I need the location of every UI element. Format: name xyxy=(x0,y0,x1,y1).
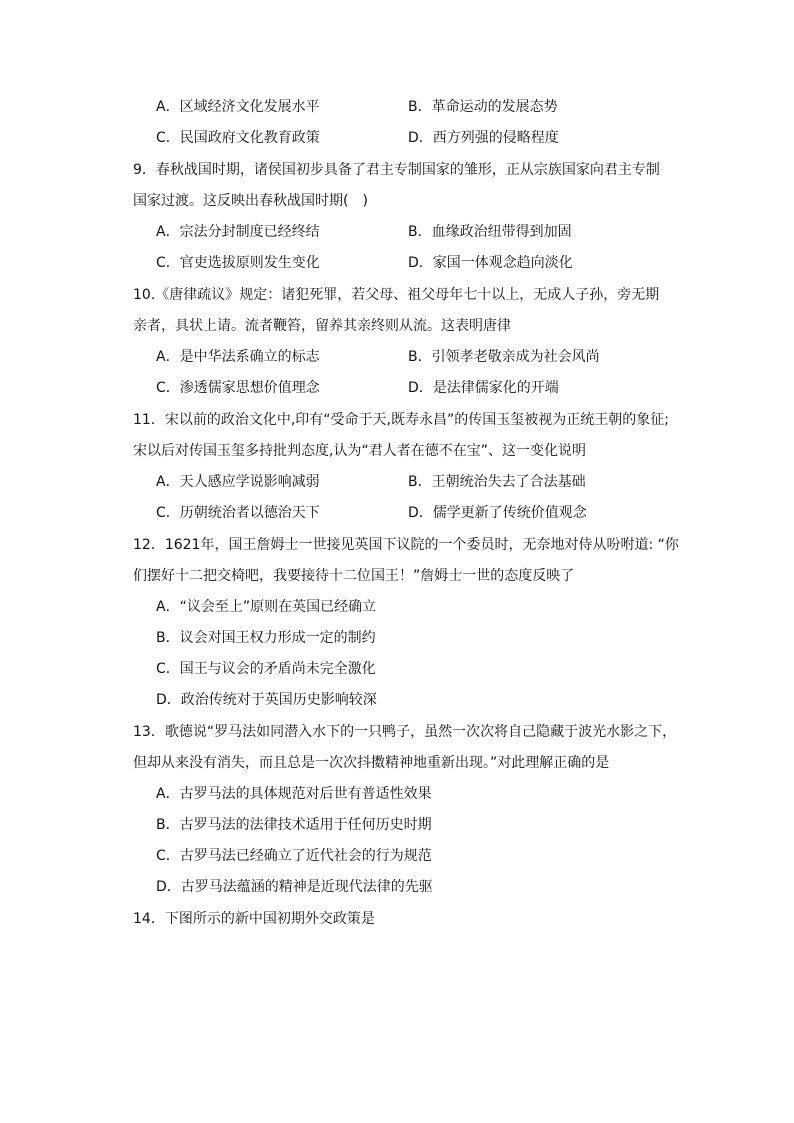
q12-option-a: A．“议会至上”原则在英国已经确立 xyxy=(156,599,377,615)
q12-option-c: C．国王与议会的矛盾尚未完全激化 xyxy=(156,661,376,677)
q9-option-c: C．官吏选拔原则发生变化 xyxy=(156,255,320,271)
q11-option-a: A．天人感应学说影响减弱 xyxy=(156,474,320,490)
q10-option-c: C．渗透儒家思想价值理念 xyxy=(156,380,320,396)
q9-option-b: B．血缘政治纽带得到加固 xyxy=(408,224,572,240)
q11-stem-line-1: 11．宋以前的政治文化中,印有“受命于天,既寿永昌”的传国玉玺被视为正统王朝的象征; xyxy=(133,412,669,428)
q12-stem-line-2: 们摆好十二把交椅吧，我要接待十二位国王！”詹姆士一世的态度反映了 xyxy=(133,568,575,584)
q13-option-a: A．古罗马法的具体规范对后世有普适性效果 xyxy=(156,786,432,802)
q9-stem-line-1: 9．春秋战国时期，诸侯国初步具备了君主专制国家的雏形，正从宗族国家向君主专制 xyxy=(133,162,660,178)
q14-stem-line-1: 14．下图所示的新中国初期外交政策是 xyxy=(133,911,375,927)
q9-option-a: A．宗法分封制度已经终结 xyxy=(156,224,320,240)
q13-option-c: C．古罗马法已经确立了近代社会的行为规范 xyxy=(156,848,432,864)
q8-option-d: D．西方列强的侵略程度 xyxy=(408,130,559,146)
q12-option-d: D．政治传统对于英国历史影响较深 xyxy=(156,692,377,708)
q10-option-d: D．是法律儒家化的开端 xyxy=(408,380,559,396)
q13-stem-line-1: 13．歌德说“罗马法如同潜入水下的一只鸭子，虽然一次次将自己隐藏于波光水影之下， xyxy=(133,724,677,740)
q11-option-b: B．王朝统治失去了合法基础 xyxy=(408,474,586,490)
q8-option-c: C．民国政府文化教育政策 xyxy=(156,130,320,146)
q12-option-b: B．议会对国王权力形成一定的制约 xyxy=(156,630,376,646)
q13-option-b: B．古罗马法的法律技术适用于任何历史时期 xyxy=(156,817,432,833)
q9-option-d: D．家国一体观念趋向淡化 xyxy=(408,255,573,271)
q10-option-a: A．是中华法系确立的标志 xyxy=(156,349,320,365)
q13-stem-line-2: 但却从来没有消失，而且总是一次次抖擞精神地重新出现。”对此理解正确的是 xyxy=(133,755,610,771)
q8-option-a: A．区域经济文化发展水平 xyxy=(156,99,320,115)
q10-stem-line-2: 亲者，具状上请。流者鞭笞，留养其亲终则从流。这表明唐律 xyxy=(133,318,511,334)
q9-stem-line-2: 国家过渡。这反映出春秋战国时期( ) xyxy=(133,193,368,209)
q8-option-b: B．革命运动的发展态势 xyxy=(408,99,558,115)
q11-stem-line-2: 宋以后对传国玉玺多持批判态度,认为“君人者在德不在宝”、这一变化说明 xyxy=(133,443,586,459)
q11-option-d: D．儒学更新了传统价值观念 xyxy=(408,505,587,521)
q12-stem-line-1: 12．1621年，国王詹姆士一世接见英国下议院的一个委员时，无奈地对侍从吩咐道: “你 xyxy=(133,537,679,553)
q11-option-c: C．历朝统治者以德治天下 xyxy=(156,505,320,521)
q10-stem-line-1: 10.《唐律疏议》规定：诸犯死罪，若父母、祖父母年七十以上，无成人子孙，旁无期 xyxy=(133,287,660,303)
q10-option-b: B．引领孝老敬亲成为社会风尚 xyxy=(408,349,600,365)
q13-option-d: D．古罗马法蕴涵的精神是近现代法律的先驱 xyxy=(156,879,433,895)
